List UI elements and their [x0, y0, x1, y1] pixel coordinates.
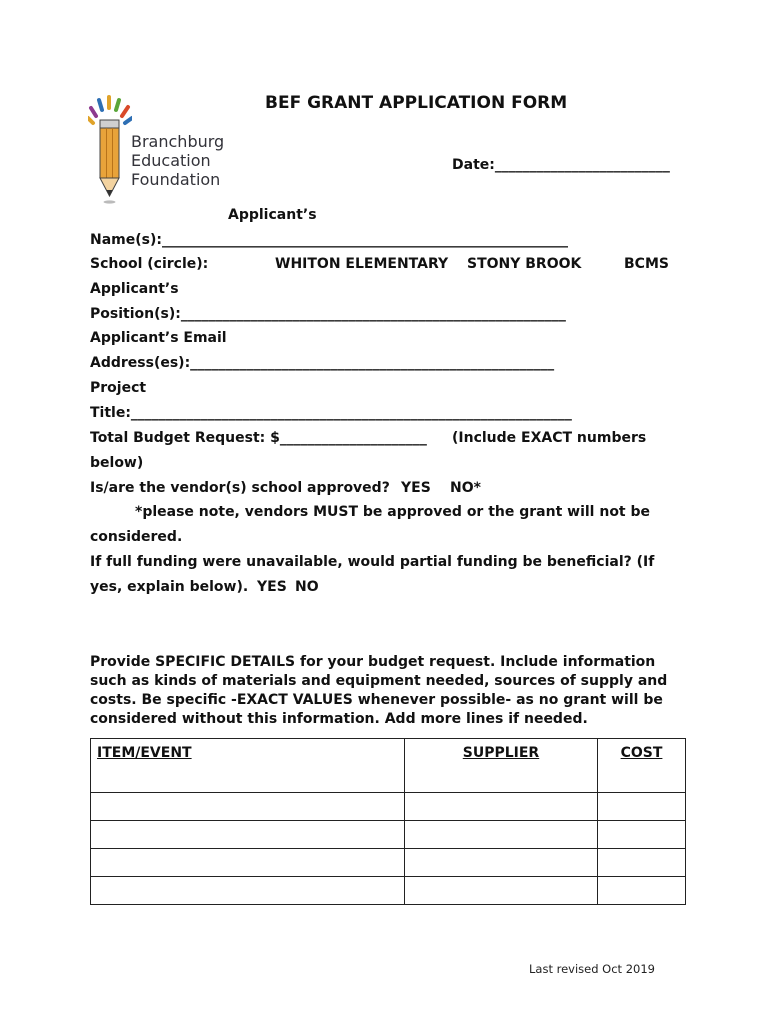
- budget-items-table: [90, 738, 686, 905]
- details-line-2: such as kinds of materials and equipment needed, sources of supply and: [90, 673, 668, 689]
- details-instructions: [90, 653, 667, 729]
- project-label: Project: [90, 380, 147, 396]
- details-line-3: costs. Be specific -EXACT VALUES whenever possible- as no grant will be: [90, 692, 663, 708]
- item-cell[interactable]: [91, 821, 405, 849]
- table-row: [91, 821, 686, 849]
- partial-funding-question-2: yes, explain below).: [90, 579, 249, 595]
- table-header-row: [91, 739, 686, 793]
- school-label: School (circle):: [90, 256, 209, 272]
- positions-field[interactable]: Position(s):_______________________________________________________: [90, 306, 566, 322]
- vendor-note-2: considered.: [90, 529, 183, 545]
- pencil-icon: [88, 94, 132, 206]
- header-supplier: SUPPLIER: [405, 739, 598, 793]
- email-label: Applicant’s Email: [90, 330, 227, 346]
- vendor-yes-option[interactable]: YES: [401, 480, 431, 496]
- item-cell[interactable]: [91, 877, 405, 905]
- budget-note-2: below): [90, 455, 144, 471]
- names-field[interactable]: Name(s):__________________________________________________________: [90, 232, 568, 248]
- school-option-bcms[interactable]: BCMS: [624, 256, 669, 272]
- vendor-question: Is/are the vendor(s) school approved?: [90, 480, 390, 496]
- school-option-whiton[interactable]: WHITON ELEMENTARY: [275, 256, 449, 272]
- supplier-cell[interactable]: [405, 849, 598, 877]
- school-option-stony-brook[interactable]: STONY BROOK: [467, 256, 582, 272]
- details-line-4: considered without this information. Add more lines if needed.: [90, 711, 588, 727]
- table-row: [91, 877, 686, 905]
- header-cost: COST: [598, 739, 686, 793]
- vendor-note: *please note, vendors MUST be approved or the grant will not be: [135, 504, 651, 520]
- partial-yes-option[interactable]: YES: [257, 579, 287, 595]
- email-field[interactable]: Address(es):____________________________________________________: [90, 355, 555, 371]
- supplier-cell[interactable]: [405, 877, 598, 905]
- last-revised-note: Last revised Oct 2019: [529, 962, 655, 976]
- partial-no-option[interactable]: NO: [295, 579, 319, 595]
- table-row: [91, 849, 686, 877]
- supplier-cell[interactable]: [405, 793, 598, 821]
- cost-cell[interactable]: [598, 821, 686, 849]
- supplier-cell[interactable]: [405, 821, 598, 849]
- cost-cell[interactable]: [598, 793, 686, 821]
- applicant-label: Applicant’s: [228, 207, 317, 223]
- branchburg-logo: [88, 94, 238, 206]
- table-row: [91, 793, 686, 821]
- page-title: BEF GRANT APPLICATION FORM: [265, 93, 568, 113]
- logo-line-3: Foundation: [131, 170, 221, 189]
- partial-funding-question: If full funding were unavailable, would partial funding be beneficial? (If: [90, 554, 655, 570]
- budget-field[interactable]: Total Budget Request: $_____________________: [90, 430, 427, 446]
- item-cell[interactable]: [91, 849, 405, 877]
- project-title-field[interactable]: Title:_______________________________________________________________: [90, 405, 572, 421]
- logo-line-1: Branchburg: [131, 132, 225, 151]
- vendor-no-option[interactable]: NO*: [450, 480, 481, 496]
- cost-cell[interactable]: [598, 849, 686, 877]
- cost-cell[interactable]: [598, 877, 686, 905]
- item-cell[interactable]: [91, 793, 405, 821]
- budget-note: (Include EXACT numbers: [452, 430, 647, 446]
- logo-line-2: Education: [131, 151, 211, 170]
- date-field[interactable]: Date:_________________________: [452, 157, 670, 173]
- header-item-event: ITEM/EVENT: [91, 739, 405, 793]
- applicant-label-2: Applicant’s: [90, 281, 179, 297]
- details-line-1: Provide SPECIFIC DETAILS for your budget request. Include information: [90, 654, 656, 670]
